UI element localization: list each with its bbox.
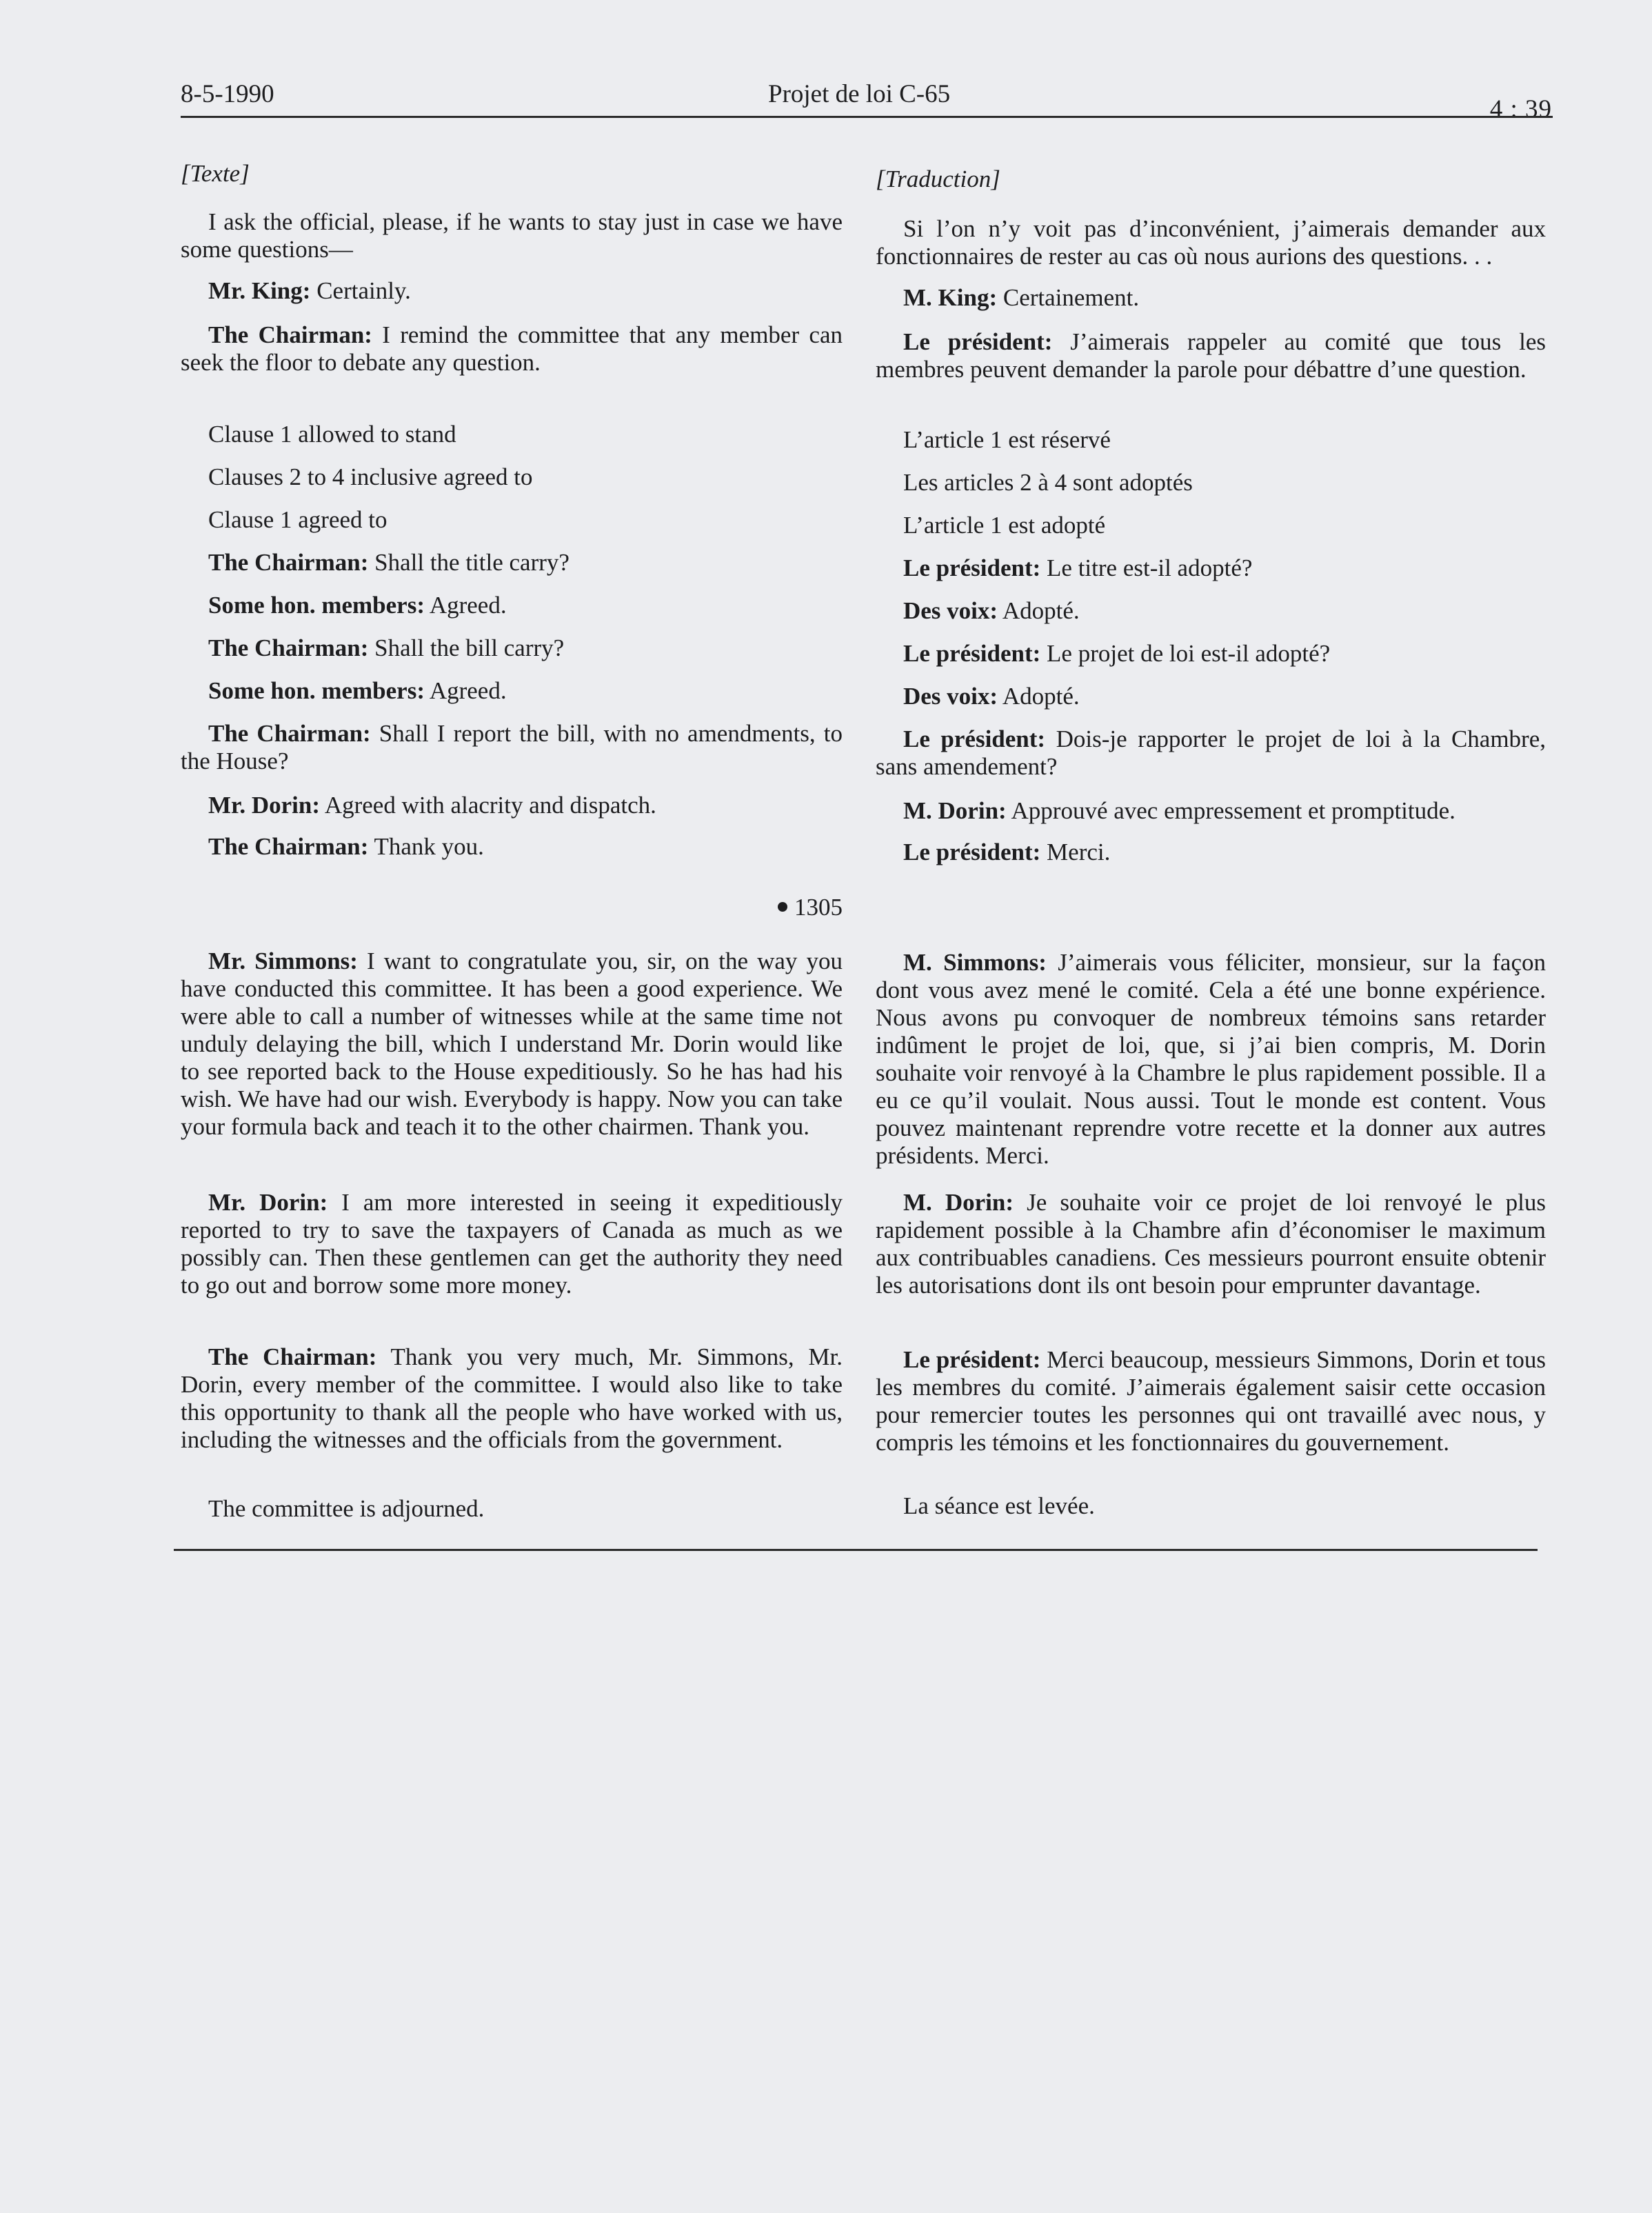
speaker-name: M. Dorin: bbox=[903, 797, 1007, 824]
header-rule bbox=[181, 116, 1553, 118]
english-paragraph bbox=[181, 1189, 843, 1299]
speech-text: Shall the bill carry? bbox=[368, 634, 565, 661]
french-paragraph bbox=[876, 725, 1546, 781]
speech-text: Thank you very much, Mr. Simmons, Mr. Dorin, every member of the committee. I would also like to take this opportunity to thank all the people who have worked with us, including the witnesses and the officials from the government. bbox=[181, 1343, 843, 1453]
speaker-name: Mr. Dorin: bbox=[208, 1189, 328, 1216]
french-paragraph bbox=[876, 683, 1546, 710]
speaker-name: Le président: bbox=[903, 328, 1053, 355]
speech-text: Merci beaucoup, messieurs Simmons, Dorin et tous les membres du comité. J’aimerais également saisir cette occasion pour remercier toutes les personnes qui ont travaillé avec nous, y compris les témoins et les fonctionnaires du gouvernement. bbox=[876, 1346, 1546, 1456]
speaker-name: The Chairman: bbox=[208, 549, 369, 576]
english-paragraph bbox=[181, 833, 843, 861]
speech-text: Dois-je rapporter le projet de loi à la Chambre, sans amendement? bbox=[876, 725, 1546, 780]
speech-text: Adopté. bbox=[998, 683, 1080, 710]
french-paragraph: L’article 1 est adopté bbox=[903, 512, 1106, 539]
speech-text: Merci. bbox=[1040, 839, 1111, 865]
french-paragraph bbox=[876, 328, 1546, 383]
speech-text: Agreed. bbox=[425, 677, 507, 704]
speech-text: Le titre est-il adopté? bbox=[1040, 554, 1253, 581]
speech-text: Agreed with alacrity and dispatch. bbox=[320, 792, 656, 819]
speaker-name: Mr. Simmons: bbox=[208, 948, 358, 974]
speaker-name: The Chairman: bbox=[208, 634, 369, 661]
english-paragraph bbox=[181, 792, 843, 819]
english-paragraph bbox=[181, 1343, 843, 1454]
english-label: [Texte] bbox=[181, 160, 250, 187]
speech-text: J’aimerais rappeler au comité que tous les membres peuvent demander la parole pour débattre d’une question. bbox=[876, 328, 1546, 383]
english-paragraph: The committee is adjourned. bbox=[208, 1495, 485, 1522]
french-paragraph bbox=[876, 797, 1546, 825]
french-paragraph bbox=[876, 284, 1546, 312]
speaker-name: Some hon. members: bbox=[208, 592, 425, 619]
french-paragraph bbox=[876, 1346, 1546, 1456]
speaker-name: Le président: bbox=[903, 554, 1041, 581]
speech-text: Je souhaite voir ce projet de loi renvoyé le plus rapidement possible à la Chambre afin d’économiser le maximum aux contribuables canadiens. Ces messieurs pourront ensuite obtenir les autorisations dont ils ont besoin pour emprunter davantage. bbox=[876, 1189, 1546, 1299]
speaker-name: Des voix: bbox=[903, 597, 998, 624]
speech-text: J’aimerais vous féliciter, monsieur, sur la façon dont vous avez mené le comité. Cela a été une bonne expérience. Nous avons pu convoquer de nombreux témoins sans retarder indûment le projet de loi, que, si j’ai bien compris, M. Dorin souhaite voir renvoyé à la Chambre le plus rapidement possible. Il a eu ce qu’il voulait. Nous aussi. Tout le monde est content. Vous pouvez maintenant reprendre votre recette et la donner aux autres présidents. Merci. bbox=[876, 949, 1546, 1169]
speaker-name: The Chairman: bbox=[208, 720, 371, 747]
footer-rule bbox=[174, 1549, 1538, 1551]
french-paragraph bbox=[876, 839, 1546, 866]
speaker-name: The Chairman: bbox=[208, 321, 372, 348]
english-paragraph bbox=[181, 321, 843, 377]
french-paragraph: Les articles 2 à 4 sont adoptés bbox=[903, 469, 1193, 496]
speaker-name: M. King: bbox=[903, 284, 998, 311]
english-paragraph bbox=[181, 720, 843, 775]
french-paragraph bbox=[876, 949, 1546, 1170]
speaker-name: Mr. King: bbox=[208, 277, 311, 304]
english-paragraph bbox=[181, 277, 843, 305]
speech-text: Adopté. bbox=[998, 597, 1080, 624]
speech-text: I am more interested in seeing it expeditiously reported to try to save the taxpayers of Canada as much as we possibly can. Then these gentlemen can get the authority they need to go out and borrow some more money. bbox=[181, 1189, 843, 1299]
speech-text: Certainement. bbox=[997, 284, 1140, 311]
header-title: Projet de loi C-65 bbox=[768, 80, 951, 108]
bullet-icon bbox=[778, 902, 787, 912]
speaker-name: The Chairman: bbox=[208, 833, 369, 860]
speaker-name: M. Dorin: bbox=[903, 1189, 1014, 1216]
time-marker-text: 1305 bbox=[794, 894, 843, 921]
french-paragraph bbox=[876, 1189, 1546, 1299]
french-paragraph: La séance est levée. bbox=[903, 1492, 1095, 1519]
time-marker bbox=[778, 894, 843, 921]
speech-text: Thank you. bbox=[368, 833, 484, 860]
french-paragraph bbox=[876, 554, 1546, 582]
header-date: 8-5-1990 bbox=[181, 80, 274, 108]
speaker-name: Mr. Dorin: bbox=[208, 792, 321, 819]
french-paragraph bbox=[876, 597, 1546, 625]
speech-text: Certainly. bbox=[310, 277, 411, 304]
speaker-name: M. Simmons: bbox=[903, 949, 1047, 976]
english-paragraph bbox=[181, 634, 843, 662]
speech-text: I want to congratulate you, sir, on the way you have conducted this committee. It has been a good experience. We were able to call a number of witnesses while at the same time not unduly delaying the bill, which I understand Mr. Dorin would like to see reported back to the House expeditiously. So he has had his wish. We have had our wish. Everybody is happy. Now you can take your formula back and teach it to the other chairmen. Thank you. bbox=[181, 948, 843, 1140]
french-paragraph bbox=[876, 640, 1546, 668]
speech-text: Approuvé avec empressement et promptitude. bbox=[1006, 797, 1455, 824]
french-paragraph: Si l’on n’y voit pas d’inconvénient, j’aimerais demander aux fonctionnaires de rester au cas où nous aurions des questions. . . bbox=[876, 215, 1546, 270]
speaker-name: The Chairman: bbox=[208, 1343, 377, 1370]
speech-text: Shall the title carry? bbox=[368, 549, 570, 576]
english-paragraph: I ask the official, please, if he wants to stay just in case we have some questions— bbox=[181, 208, 843, 263]
speech-text: Le projet de loi est-il adopté? bbox=[1040, 640, 1331, 667]
speaker-name: Some hon. members: bbox=[208, 677, 425, 704]
english-paragraph bbox=[181, 677, 843, 705]
speech-text: Agreed. bbox=[425, 592, 507, 619]
french-label: [Traduction] bbox=[876, 166, 1000, 192]
speech-text: Shall I report the bill, with no amendments, to the House? bbox=[181, 720, 843, 774]
english-paragraph bbox=[181, 549, 843, 577]
english-paragraph: Clause 1 allowed to stand bbox=[208, 421, 456, 448]
english-paragraph: Clause 1 agreed to bbox=[208, 506, 387, 533]
french-paragraph: L’article 1 est réservé bbox=[903, 426, 1111, 453]
speaker-name: Le président: bbox=[903, 640, 1041, 667]
speech-text: I remind the committee that any member can seek the floor to debate any question. bbox=[181, 321, 843, 376]
english-paragraph: Clauses 2 to 4 inclusive agreed to bbox=[208, 463, 533, 490]
header-page-number: 4 : 39 bbox=[1489, 95, 1552, 123]
english-paragraph bbox=[181, 948, 843, 1141]
speaker-name: Des voix: bbox=[903, 683, 998, 710]
speaker-name: Le président: bbox=[903, 725, 1046, 752]
speaker-name: Le président: bbox=[903, 839, 1041, 865]
speaker-name: Le président: bbox=[903, 1346, 1041, 1373]
english-paragraph bbox=[181, 592, 843, 619]
